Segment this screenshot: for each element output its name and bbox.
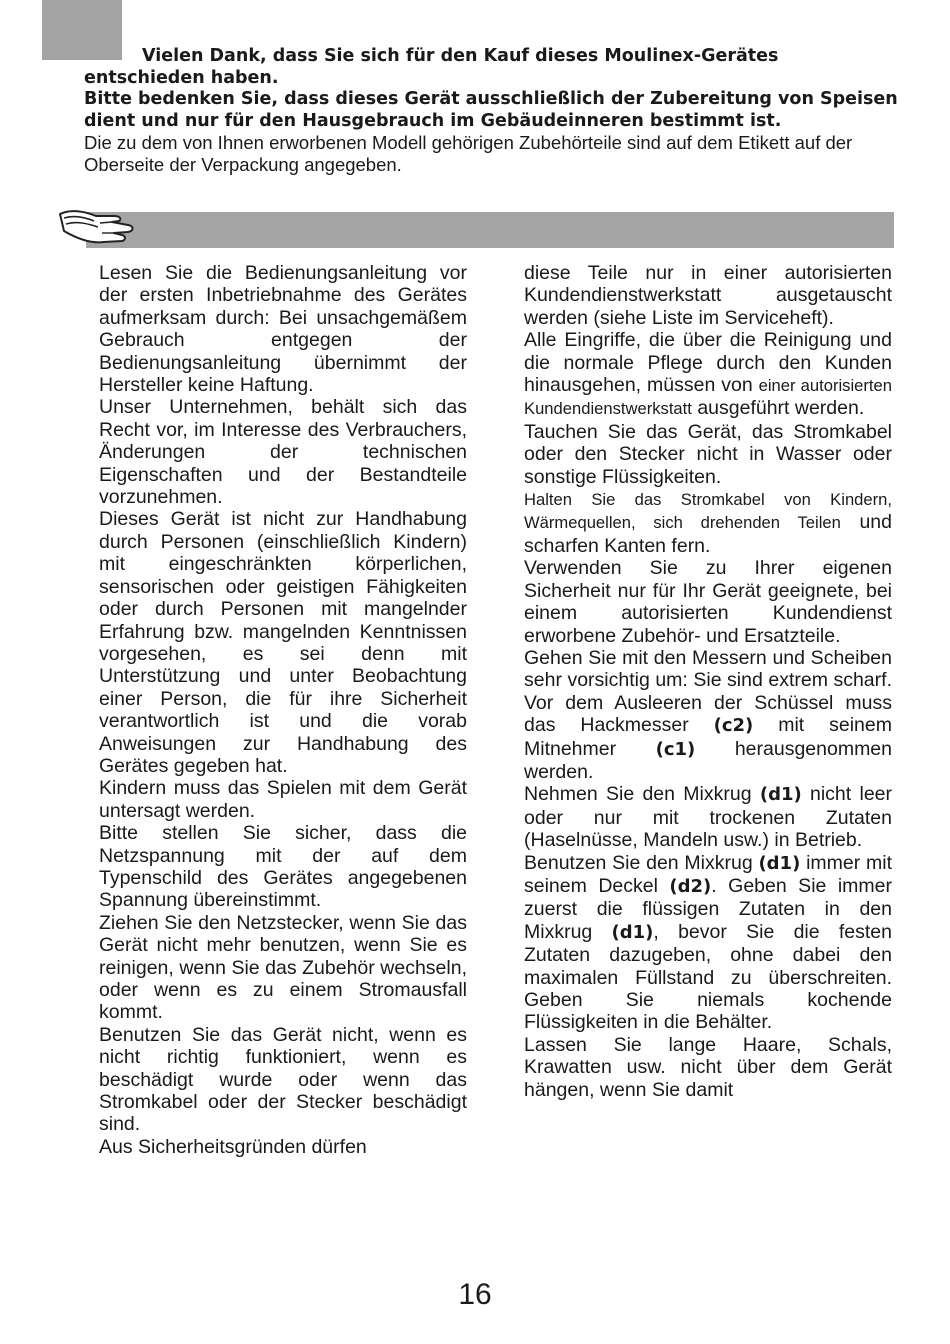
text: mit seinem Mitnehmer bbox=[524, 714, 892, 760]
intro-accessories: Die zu dem von Ihnen erworbenen Modell gehörigen Zubehörteile sind auf dem Etikett auf der Oberseite der Verpackung angegeben. bbox=[84, 132, 853, 175]
paragraph: Kindern muss das Spielen mit dem Gerät untersagt werden. bbox=[99, 777, 467, 822]
paragraph: Dieses Gerät ist nicht zur Handhabung durch Personen (einschließlich Kindern) mit eingeschränkten körperlichen, sensorischen oder geistigen Fähigkeiten oder durch Personen mit mangelnder Erfahrung bzw. mangelnden Kenntnissen vorgesehen, es sei denn mit Unterstützung und unter Beobachtung einer Person, die für ihre Sicherheit verantwortlich ist und die vorab Anweisungen zur Handhabung des Gerätes gegeben hat. bbox=[99, 508, 467, 777]
paragraph: Verwenden Sie zu Ihrer eigenen Sicherheit nur für Ihr Gerät geeignete, bei einem autorisierten Kundendienst erworbene Zubehör- und Ersatzteile. bbox=[524, 557, 892, 647]
text: ausgeführt werden. bbox=[697, 397, 865, 420]
paragraph: Unser Unternehmen, behält sich das Recht vor, im Interesse des Verbrauchers, Änderungen der technischen Eigenschaften und der Bestandteile vorzunehmen. bbox=[99, 396, 467, 509]
paragraph bbox=[524, 783, 892, 851]
text: Benutzen Sie den Mixkrug bbox=[524, 851, 759, 874]
part-reference: (d2) bbox=[669, 875, 712, 897]
part-reference: (c1) bbox=[655, 738, 696, 760]
paragraph: Ziehen Sie den Netzstecker, wenn Sie das Gerät nicht mehr benutzen, wenn Sie es reinigen, wenn Sie das Zubehör wechseln, oder wenn es zu einem Stromausfall kommt. bbox=[99, 911, 467, 1024]
text: . Geben Sie immer zuerst die flüssigen Zutaten in den Mixkrug bbox=[524, 874, 892, 943]
paragraph: Lassen Sie lange Haare, Schals, Krawatten usw. nicht über dem Gerät hängen, wenn Sie damit bbox=[524, 1033, 892, 1101]
text: Gehen Sie mit den Messern und Scheiben sehr vorsichtig um: Sie sind extrem scharf. Vor dem Ausleeren der Schüssel muss das Hackmesser bbox=[524, 646, 892, 737]
text-small: einer autorisierten Kundendienstwerkstatt bbox=[524, 376, 892, 419]
paragraph: diese Teile nur in einer autorisierten Kundendienstwerkstatt ausgetauscht werden (siehe Liste im Serviceheft). bbox=[524, 262, 892, 329]
paragraph: Aus Sicherheitsgründen dürfen bbox=[99, 1135, 367, 1158]
text: Nehmen Sie den Mixkrug bbox=[524, 783, 760, 806]
paragraph bbox=[524, 852, 892, 1034]
paragraph bbox=[524, 329, 892, 421]
text: und scharfen Kanten fern. bbox=[524, 511, 892, 557]
text: herausgenommen werden. bbox=[524, 737, 892, 783]
paragraph: Bitte stellen Sie sicher, dass die Netzspannung mit der auf dem Typenschild des Gerätes angegebenen Spannung übereinstimmt. bbox=[99, 822, 467, 912]
text: , bevor Sie die festen Zutaten dazugeben, ohne dabei den maximalen Füllstand zu überschreiten. Geben Sie niemals kochende Flüssigkeiten in die Behälter. bbox=[524, 920, 892, 1034]
paragraph bbox=[524, 488, 892, 557]
paragraph: Tauchen Sie das Gerät, das Stromkabel oder den Stecker nicht in Wasser oder sonstige Flüssigkeiten. bbox=[524, 420, 892, 488]
right-column bbox=[524, 262, 892, 1101]
part-reference: (d1) bbox=[611, 921, 654, 943]
part-reference: (d1) bbox=[759, 784, 802, 806]
text: immer mit seinem Deckel bbox=[524, 851, 892, 897]
page-number: 16 bbox=[458, 1278, 492, 1311]
intro-notice: Bitte bedenken Sie, dass dieses Gerät ausschließlich der Zubereitung von Speisen dient und nur für den Hausgebrauch im Gebäudeinneren bestimmt ist. bbox=[84, 89, 898, 131]
section-header-bar bbox=[86, 212, 894, 248]
text: nicht leer oder nur mit trockenen Zutaten (Haselnüsse, Mandeln usw.) in Betrieb. bbox=[524, 783, 892, 852]
part-reference: (c2) bbox=[713, 715, 754, 737]
intro-block bbox=[84, 46, 904, 176]
paragraph bbox=[524, 647, 892, 783]
text: Alle Eingriffe, die über die Reinigung und die normale Pflege durch den Kunden hinausgehen, müssen von bbox=[524, 329, 892, 397]
hand-pointing-arrow-icon bbox=[56, 204, 136, 248]
left-column bbox=[99, 262, 467, 1158]
part-reference: (d1) bbox=[758, 852, 801, 874]
paragraph: Lesen Sie die Bedienungsanleitung vor der ersten Inbetriebnahme des Gerätes aufmerksam durch: Bei unsachgemäßem Gebrauch entgegen der Bedienungsanleitung übernimmt der Hersteller keine Haftung. bbox=[99, 262, 467, 397]
paragraph: Benutzen Sie das Gerät nicht, wenn es nicht richtig funktioniert, wenn es beschädigt wurde oder wenn das Stromkabel oder der Stecker beschädigt sind. bbox=[99, 1023, 467, 1136]
text-small: Halten Sie das Stromkabel von Kindern, Wärmequellen, sich drehenden Teilen bbox=[524, 490, 892, 533]
intro-thanks: Vielen Dank, dass Sie sich für den Kauf dieses Moulinex-Gerätes entschieden haben. bbox=[84, 46, 779, 88]
